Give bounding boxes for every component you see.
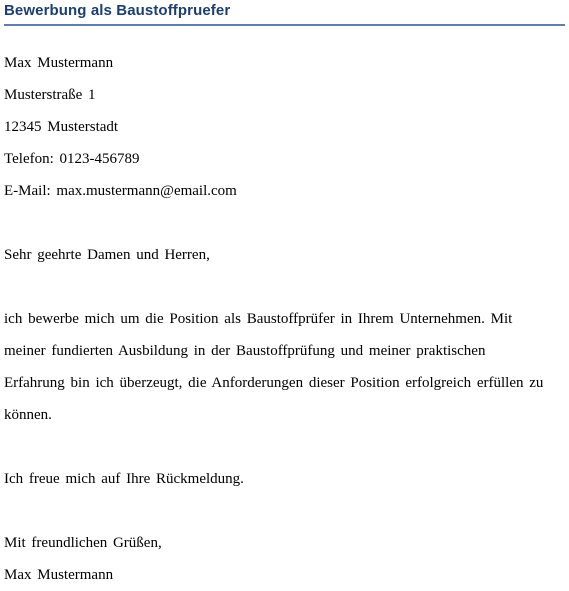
salutation: Sehr geehrte Damen und Herren,	[4, 247, 210, 263]
body-line: können.	[4, 407, 52, 423]
sender-phone: Telefon: 0123-456789	[4, 151, 140, 167]
letter-content	[4, 47, 565, 591]
sender-street: Musterstraße 1	[4, 87, 96, 103]
letter-body	[4, 303, 565, 431]
signature-name: Max Mustermann	[4, 567, 114, 583]
body-line: Erfahrung bin ich überzeugt, die Anforderungen dieser Position erfolgreich erfüllen zu	[4, 375, 544, 391]
body-line: meiner fundierten Ausbildung in der Baustoffprüfung und meiner praktischen	[4, 343, 486, 359]
body-line: ich bewerbe mich um die Position als Baustoffprüfer in Ihrem Unternehmen. Mit	[4, 311, 513, 327]
document-title: Bewerbung als Baustoffpruefer	[4, 0, 565, 26]
closing-sentence: Ich freue mich auf Ihre Rückmeldung.	[4, 471, 244, 487]
spacer	[4, 495, 565, 527]
sender-name: Max Mustermann	[4, 55, 114, 71]
spacer	[4, 271, 565, 303]
spacer	[4, 207, 565, 239]
spacer	[4, 431, 565, 463]
sender-city: 12345 Musterstadt	[4, 119, 119, 135]
sender-email: E-Mail: max.mustermann@email.com	[4, 183, 237, 199]
sender-address	[4, 47, 565, 207]
closing-greeting: Mit freundlichen Grüßen,	[4, 535, 162, 551]
